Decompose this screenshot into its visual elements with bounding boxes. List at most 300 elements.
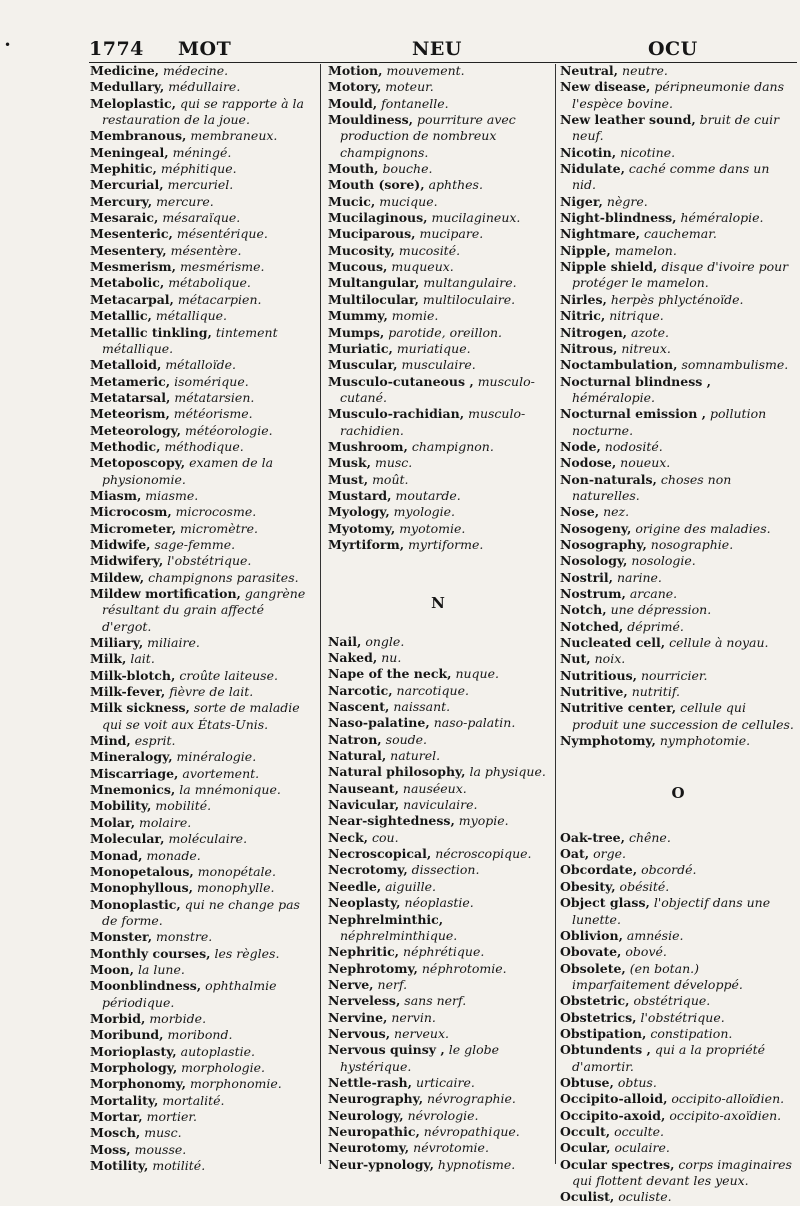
dictionary-entry <box>560 993 796 1009</box>
dictionary-entry <box>328 243 548 259</box>
entry-translation: nymphotomie. <box>659 733 751 749</box>
entry-term: Meteorism, <box>90 406 170 422</box>
entry-translation: morphonomie. <box>189 1076 282 1092</box>
dictionary-entry <box>90 684 314 700</box>
entry-translation: narcotique. <box>396 682 469 698</box>
entry-translation: nitrique. <box>609 308 664 324</box>
entry-term: Nutritious, <box>560 667 637 683</box>
entry-term: Mucosity, <box>328 242 395 258</box>
entry-term: Microcosm, <box>90 504 172 520</box>
entry-term: Obstipation, <box>560 1025 647 1041</box>
entry-term: Morbid, <box>90 1010 146 1026</box>
entry-term: Necroscopical, <box>328 846 432 862</box>
dictionary-entry <box>90 586 314 635</box>
dictionary-entry <box>90 1158 314 1174</box>
dictionary-entry <box>90 733 314 749</box>
dictionary-entry <box>560 733 796 749</box>
column-divider-1 <box>320 64 321 1164</box>
entry-term: Obtuse, <box>560 1074 614 1090</box>
entry-translation: mobilité. <box>155 798 212 814</box>
entry-translation: mucosité. <box>398 242 461 258</box>
entry-translation: urticaire. <box>415 1074 475 1090</box>
entry-translation: microcosme. <box>175 504 257 520</box>
entry-term: Nerveless, <box>328 993 401 1009</box>
dictionary-entry <box>90 946 314 962</box>
entry-term: Metameric, <box>90 373 171 389</box>
entry-translation: champignons parasites. <box>148 569 299 585</box>
entry-translation: mamelon. <box>614 242 677 258</box>
entry-translation: les règles. <box>214 945 280 961</box>
dictionary-entry <box>560 668 796 684</box>
entry-translation: mouvement. <box>386 63 465 78</box>
entry-translation: musculo-cutané. <box>340 373 535 405</box>
entry-translation: nodosité. <box>604 438 663 454</box>
dictionary-entry <box>560 210 796 226</box>
entry-translation: occipito-alloïdien. <box>671 1091 785 1107</box>
entry-term: Myology, <box>328 504 390 520</box>
entry-translation: nosographie. <box>650 536 734 552</box>
entry-translation: mésentérique. <box>176 226 268 242</box>
entry-translation: obové. <box>625 944 667 960</box>
entry-term: Myrtiform, <box>328 536 405 552</box>
entry-term: New leather sound, <box>560 112 696 128</box>
entry-translation: névrologie. <box>407 1107 479 1123</box>
entry-translation: héméralopie. <box>680 210 764 226</box>
dictionary-entry <box>328 194 548 210</box>
entry-translation: morphologie. <box>181 1059 265 1075</box>
entry-translation: naissant. <box>393 699 451 715</box>
dictionary-entry <box>90 275 314 291</box>
dictionary-entry <box>90 880 314 896</box>
entry-term: Mucilaginous, <box>328 210 428 226</box>
entry-translation: obtus. <box>617 1074 657 1090</box>
dictionary-entry <box>328 1091 548 1107</box>
entry-term: Nostril, <box>560 569 614 585</box>
entry-translation: néphrétique. <box>403 944 485 960</box>
entry-term: Muciparous, <box>328 226 416 242</box>
entry-translation: moribond. <box>167 1027 233 1043</box>
entry-translation: l'objectif dans une lunette. <box>572 895 771 927</box>
entry-translation: nerveux. <box>394 1025 449 1041</box>
dictionary-entry <box>328 1010 548 1026</box>
entry-term: Nauseant, <box>328 780 399 796</box>
entry-translation: miasme. <box>145 487 199 503</box>
entry-term: Mesaraic, <box>90 210 159 226</box>
dictionary-entry <box>90 406 314 422</box>
entry-term: Monthly courses, <box>90 945 211 961</box>
dictionary-entry <box>328 1140 548 1156</box>
entry-translation: myologie. <box>393 504 456 520</box>
dictionary-entry <box>328 797 548 813</box>
entry-term: Mosch, <box>90 1125 141 1141</box>
entry-translation: orge. <box>593 846 626 862</box>
dictionary-entry <box>328 944 548 960</box>
dictionary-entry <box>328 830 548 846</box>
dictionary-entry <box>560 619 796 635</box>
dictionary-entry <box>328 961 548 977</box>
entry-translation: herpès phlycténoïde. <box>610 291 744 307</box>
dictionary-entry <box>90 962 314 978</box>
entry-term: Midwife, <box>90 536 151 552</box>
dictionary-entry <box>560 928 796 944</box>
entry-translation: fontanelle. <box>381 95 449 111</box>
dictionary-entry <box>328 1108 548 1124</box>
entry-translation: champignon. <box>411 438 494 454</box>
entry-term: Mind, <box>90 733 131 749</box>
entry-term: Monster, <box>90 929 153 945</box>
dictionary-entry <box>90 1125 314 1141</box>
dictionary-entry <box>560 1075 796 1091</box>
entry-term: Nirles, <box>560 291 607 307</box>
dictionary-entry <box>90 848 314 864</box>
dictionary-entry <box>560 1108 796 1124</box>
entry-term: Mesenteric, <box>90 226 173 242</box>
entry-translation: nourricier. <box>640 667 708 683</box>
dictionary-entry <box>560 537 796 553</box>
dictionary-entry <box>560 700 796 733</box>
entry-term: Nose, <box>560 504 600 520</box>
entry-translation: parotide, oreillon. <box>388 324 503 340</box>
entry-translation: myopie. <box>458 813 509 829</box>
dictionary-entry <box>560 243 796 259</box>
entry-translation: obésité. <box>619 878 670 894</box>
entry-translation: narine. <box>617 569 662 585</box>
entry-translation: nuque. <box>455 666 499 682</box>
entry-translation: nicotine. <box>620 144 676 160</box>
dictionary-entry <box>560 79 796 112</box>
entry-translation: nervin. <box>391 1009 436 1025</box>
entry-translation: choses non naturelles. <box>572 471 732 503</box>
entry-term: Nape of the neck, <box>328 666 452 682</box>
entry-translation: qui a la propriété d'amortir. <box>572 1042 766 1074</box>
entry-translation: monophylle. <box>197 880 275 896</box>
entry-term: Neutral, <box>560 63 619 78</box>
entry-translation: amnésie. <box>626 927 684 943</box>
entry-term: Nightmare, <box>560 226 640 242</box>
dictionary-entry <box>328 96 548 112</box>
dictionary-entry <box>560 1189 796 1205</box>
dictionary-entry <box>90 177 314 193</box>
entry-term: Metacarpal, <box>90 291 174 307</box>
dictionary-entry <box>90 374 314 390</box>
dictionary-entry <box>90 308 314 324</box>
dictionary-entry <box>328 210 548 226</box>
entry-translation: pourriture avec production de nombreux champignons. <box>340 112 516 160</box>
entry-translation: déprimé. <box>627 618 684 634</box>
dictionary-entry <box>328 226 548 242</box>
entry-term: Obstetric, <box>560 993 630 1009</box>
entry-term: Mineralogy, <box>90 749 173 765</box>
entry-translation: neutre. <box>622 63 668 78</box>
dictionary-entry <box>328 748 548 764</box>
entry-term: Ocular spectres, <box>560 1156 675 1172</box>
entry-term: Mnemonics, <box>90 782 176 798</box>
dictionary-entry <box>328 79 548 95</box>
dictionary-entry <box>560 635 796 651</box>
dictionary-entry <box>90 96 314 129</box>
entry-term: Nosology, <box>560 553 628 569</box>
entry-translation: mortier. <box>146 1109 198 1124</box>
dictionary-entry <box>560 472 796 505</box>
entry-term: Motory, <box>328 79 382 95</box>
entry-translation: méthodique. <box>164 438 244 454</box>
entry-term: Medicine, <box>90 63 160 78</box>
dictionary-entry <box>90 259 314 275</box>
column-2 <box>328 63 548 1173</box>
entry-term: Occipito-alloid, <box>560 1091 668 1107</box>
entry-term: Monophyllous, <box>90 880 194 896</box>
entry-term: Milk, <box>90 651 127 667</box>
entry-term: Nocturnal blindness , <box>560 373 711 389</box>
entry-term: Membranous, <box>90 128 187 144</box>
entry-term: Mumps, <box>328 324 385 340</box>
entry-translation: myotomie. <box>399 520 466 536</box>
dictionary-entry <box>328 650 548 666</box>
dictionary-entry <box>328 537 548 553</box>
entry-term: Nostrum, <box>560 586 626 601</box>
entry-term: Neur-ypnology, <box>328 1156 434 1172</box>
entry-term: New disease, <box>560 79 651 95</box>
dictionary-entry <box>328 993 548 1009</box>
entry-term: Occult, <box>560 1123 611 1139</box>
margin-dot: • <box>4 38 12 52</box>
entry-translation: membraneux. <box>190 128 278 144</box>
entry-translation: esprit. <box>134 733 176 749</box>
dictionary-entry <box>90 390 314 406</box>
entry-translation: cellule à noyau. <box>669 635 769 651</box>
entry-translation: gangrène résultant du grain affecté d'ergot. <box>102 586 306 634</box>
dictionary-entry <box>90 226 314 242</box>
entry-translation: nécroscopique. <box>435 846 532 862</box>
entry-translation: myrtiforme. <box>408 536 484 552</box>
entry-term: Mildew, <box>90 569 145 585</box>
entry-term: Mercury, <box>90 193 153 209</box>
dictionary-entry <box>560 961 796 994</box>
dictionary-entry <box>90 488 314 504</box>
dictionary-entry <box>90 504 314 520</box>
entry-term: Mortar, <box>90 1109 143 1124</box>
entry-translation: monopétale. <box>197 863 276 879</box>
dictionary-entry <box>90 243 314 259</box>
dictionary-entry <box>90 798 314 814</box>
entry-translation: métacarpien. <box>177 291 262 307</box>
dictionary-entry <box>560 1157 796 1190</box>
entry-translation: mortalité. <box>162 1092 225 1108</box>
entry-term: Neoplasty, <box>328 895 401 911</box>
dictionary-entry <box>560 1042 796 1075</box>
entry-translation: muriatique. <box>396 340 471 356</box>
entry-translation: mésaraïque. <box>162 210 241 226</box>
entry-translation: lait. <box>130 651 155 667</box>
header-center-word: NEU <box>412 38 462 60</box>
entry-translation: disque d'ivoire pour protéger le mamelon. <box>572 259 789 291</box>
column-divider-2 <box>555 64 556 1164</box>
entry-translation: nutritif. <box>631 684 680 700</box>
entry-translation: sage-femme. <box>154 536 236 552</box>
dictionary-entry <box>90 161 314 177</box>
entry-term: Mucous, <box>328 259 388 275</box>
header-right-word: OCU <box>648 38 698 60</box>
dictionary-entry <box>560 374 796 407</box>
entry-translation: naturel. <box>390 748 441 764</box>
entry-translation: (en botan.) imparfaitement développé. <box>572 960 743 992</box>
entry-translation: mercuriel. <box>167 177 234 193</box>
section-letter: N <box>431 594 445 613</box>
entry-translation: météorisme. <box>173 406 253 422</box>
dictionary-entry <box>328 683 548 699</box>
column-3 <box>560 63 796 1206</box>
entry-term: Metabolic, <box>90 275 165 291</box>
entry-translation: noix. <box>594 651 626 667</box>
entry-translation: ophthalmie périodique. <box>102 978 277 1010</box>
entry-translation: métallique. <box>155 308 228 324</box>
dictionary-entry <box>90 782 314 798</box>
entry-translation: mucilagineux. <box>431 210 521 226</box>
dictionary-entry <box>328 1157 548 1173</box>
entry-translation: moteur. <box>385 79 434 95</box>
entry-term: Nipple shield, <box>560 259 658 275</box>
entry-term: Occipito-axoid, <box>560 1107 666 1123</box>
dictionary-entry <box>90 423 314 439</box>
entry-translation: occipito-axoïdien. <box>669 1107 782 1123</box>
entry-term: Mildew mortification, <box>90 586 241 601</box>
dictionary-entry <box>328 879 548 895</box>
dictionary-entry <box>90 1060 314 1076</box>
entry-term: Oat, <box>560 846 590 862</box>
dictionary-entry <box>560 651 796 667</box>
entry-term: Metatarsal, <box>90 389 171 405</box>
entry-term: Moonblindness, <box>90 978 202 994</box>
entry-translation: musculo-rachidien. <box>340 406 526 438</box>
entry-translation: noueux. <box>620 455 671 471</box>
entry-term: Nosography, <box>560 536 647 552</box>
dictionary-entry <box>560 570 796 586</box>
dictionary-entry <box>90 1027 314 1043</box>
entry-term: Miliary, <box>90 635 144 651</box>
entry-term: Nicotin, <box>560 144 617 160</box>
entry-translation: métabolique. <box>168 275 251 291</box>
dictionary-entry <box>560 161 796 194</box>
entry-term: Molar, <box>90 814 136 830</box>
entry-term: Obcordate, <box>560 862 638 878</box>
dictionary-entry <box>328 63 548 79</box>
entry-term: Morphology, <box>90 1059 178 1075</box>
dictionary-entry <box>90 1142 314 1158</box>
dictionary-entry <box>90 570 314 586</box>
page-number: 1774 <box>89 38 144 60</box>
dictionary-entry <box>90 978 314 1011</box>
dictionary-entry <box>560 292 796 308</box>
entry-term: Monad, <box>90 847 143 863</box>
entry-translation: multiloculaire. <box>422 291 516 307</box>
entry-translation: mucique. <box>379 193 438 209</box>
entry-translation: mucipare. <box>419 226 484 242</box>
entry-term: Micrometer, <box>90 520 177 536</box>
dictionary-entry <box>328 732 548 748</box>
entry-translation: somnambulisme. <box>681 357 789 373</box>
dictionary-entry <box>90 521 314 537</box>
dictionary-entry <box>90 635 314 651</box>
entry-term: Moss, <box>90 1141 131 1157</box>
entry-term: Midwifery, <box>90 553 164 569</box>
entry-term: Narcotic, <box>328 682 393 698</box>
entry-translation: nerf. <box>377 976 408 992</box>
dictionary-entry <box>328 977 548 993</box>
entry-translation: le globe hystérique. <box>340 1042 499 1074</box>
entry-term: Neck, <box>328 829 369 845</box>
dictionary-entry <box>328 112 548 161</box>
dictionary-entry <box>328 488 548 504</box>
entry-translation: autoplastie. <box>180 1043 255 1059</box>
dictionary-entry <box>560 145 796 161</box>
dictionary-entry <box>560 879 796 895</box>
entry-term: Natron, <box>328 731 382 747</box>
dictionary-entry <box>560 944 796 960</box>
entry-translation: arcane. <box>629 586 678 601</box>
entry-translation: moût. <box>372 471 409 487</box>
entry-term: Neuropathic, <box>328 1123 420 1139</box>
dictionary-entry <box>90 1109 314 1125</box>
entry-translation: néphrelminthique. <box>340 927 458 943</box>
dictionary-entry <box>90 651 314 667</box>
dictionary-entry <box>90 897 314 930</box>
dictionary-entry <box>328 1042 548 1075</box>
dictionary-entry <box>560 357 796 373</box>
entry-term: Mobility, <box>90 798 152 814</box>
dictionary-entry <box>560 1010 796 1026</box>
dictionary-entry <box>328 1124 548 1140</box>
dictionary-entry <box>560 684 796 700</box>
dictionary-entry <box>328 406 548 439</box>
dictionary-entry <box>90 831 314 847</box>
entry-term: Natural, <box>328 748 387 764</box>
dictionary-entry <box>328 177 548 193</box>
entry-term: Mould, <box>328 95 378 111</box>
dictionary-entry <box>90 749 314 765</box>
dictionary-entry <box>328 912 548 945</box>
dictionary-entry <box>90 815 314 831</box>
dictionary-entry <box>560 553 796 569</box>
dictionary-entry <box>328 699 548 715</box>
dictionary-entry <box>560 112 796 145</box>
entry-translation: méphitique. <box>160 161 237 177</box>
entry-translation: la lune. <box>137 961 185 977</box>
entry-translation: qui ne change pas de forme. <box>102 896 300 928</box>
dictionary-entry <box>560 504 796 520</box>
entry-translation: musc. <box>144 1125 182 1141</box>
entry-translation: médullaire. <box>168 79 241 95</box>
entry-translation: l'obstétrique. <box>640 1009 725 1025</box>
entry-term: Morioplasty, <box>90 1043 177 1059</box>
entry-term: Near-sightedness, <box>328 813 455 829</box>
section-letter: O <box>671 784 685 803</box>
dictionary-entry <box>560 194 796 210</box>
dictionary-entry <box>90 537 314 553</box>
entry-translation: monstre. <box>156 929 213 945</box>
entry-term: Obtundents , <box>560 1042 651 1058</box>
dictionary-entry <box>560 341 796 357</box>
entry-translation: cou. <box>372 829 399 845</box>
entry-translation: nauséeux. <box>402 780 467 796</box>
entry-translation: caché comme dans un nid. <box>572 161 770 193</box>
dictionary-entry <box>328 439 548 455</box>
entry-translation: mercure. <box>156 193 214 209</box>
entry-term: Medullary, <box>90 79 165 95</box>
entry-term: Nervine, <box>328 1009 388 1025</box>
dictionary-entry <box>560 602 796 618</box>
entry-translation: isomérique. <box>174 373 249 389</box>
entry-translation: croûte laiteuse. <box>179 667 278 683</box>
